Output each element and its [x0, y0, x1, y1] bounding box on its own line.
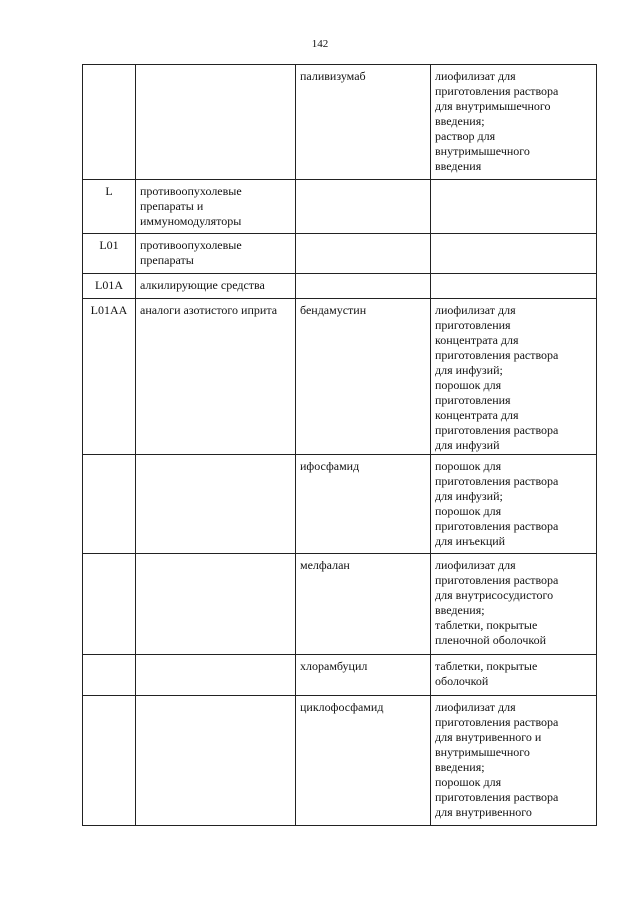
dosage-form-cell [431, 274, 597, 299]
atc-group-cell [136, 696, 296, 826]
dosage-form-cell [431, 234, 597, 274]
atc-code-cell: L01 [83, 234, 136, 274]
atc-code-cell: L [83, 180, 136, 234]
atc-code-cell: L01A [83, 274, 136, 299]
dosage-form-cell: лиофилизат для приготовления раствора для внутрисосудистого введения; таблетки, покрытые пленочной оболочкой [431, 554, 597, 655]
atc-code-cell [83, 455, 136, 554]
table-row [83, 696, 597, 826]
drug-name-cell: мелфалан [296, 554, 431, 655]
table-row [83, 554, 597, 655]
drug-name-cell: бендамустин [296, 299, 431, 455]
drug-name-cell [296, 234, 431, 274]
drug-name-cell: хлорамбуцил [296, 655, 431, 696]
table-row [83, 234, 597, 274]
atc-code-cell [83, 696, 136, 826]
atc-code-cell [83, 655, 136, 696]
atc-group-cell [136, 65, 296, 180]
atc-group-cell [136, 455, 296, 554]
dosage-form-cell: лиофилизат для приготовления раствора для внутривенного и внутримышечного введения; порошок для приготовления раствора для внутривенного [431, 696, 597, 826]
atc-code-cell: L01AA [83, 299, 136, 455]
table-row [83, 455, 597, 554]
drug-name-cell [296, 274, 431, 299]
atc-code-cell [83, 65, 136, 180]
dosage-form-cell: таблетки, покрытые оболочкой [431, 655, 597, 696]
atc-group-cell: противоопухолевые препараты и иммуномодуляторы [136, 180, 296, 234]
dosage-form-cell: порошок для приготовления раствора для инфузий; порошок для приготовления раствора для инъекций [431, 455, 597, 554]
dosage-form-cell: лиофилизат для приготовления концентрата для приготовления раствора для инфузий; порошок для приготовления концентрата для приготовления раствора для инфузий [431, 299, 597, 455]
dosage-form-cell: лиофилизат для приготовления раствора для внутримышечного введения; раствор для внутримышечного введения [431, 65, 597, 180]
dosage-form-cell [431, 180, 597, 234]
drug-name-cell: ифосфамид [296, 455, 431, 554]
table-row [83, 65, 597, 180]
table-row [83, 274, 597, 299]
drug-name-cell [296, 180, 431, 234]
drug-name-cell: циклофосфамид [296, 696, 431, 826]
atc-group-cell [136, 554, 296, 655]
drug-name-cell: паливизумаб [296, 65, 431, 180]
drug-table [82, 64, 597, 826]
table-row [83, 655, 597, 696]
table-row [83, 180, 597, 234]
table-row [83, 299, 597, 455]
atc-group-cell: противоопухолевые препараты [136, 234, 296, 274]
atc-group-cell [136, 655, 296, 696]
atc-group-cell: аналоги азотистого иприта [136, 299, 296, 455]
atc-code-cell [83, 554, 136, 655]
page-number: 142 [311, 38, 329, 50]
atc-group-cell: алкилирующие средства [136, 274, 296, 299]
